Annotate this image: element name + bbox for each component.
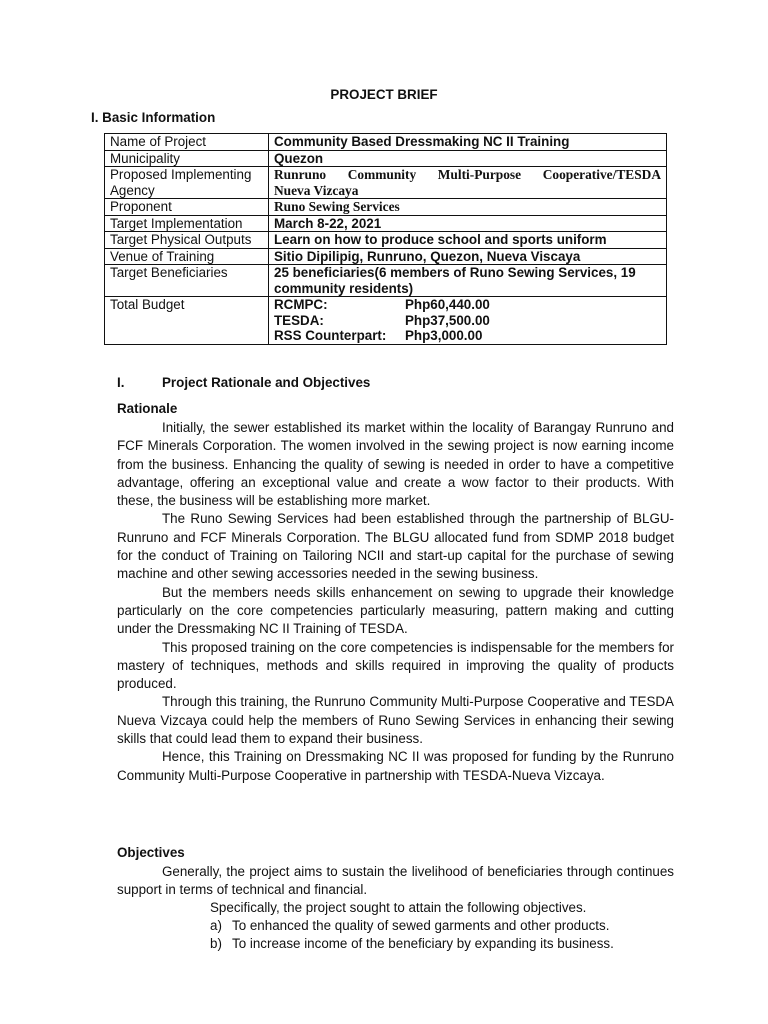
basic-info-table xyxy=(104,133,667,345)
table-row xyxy=(105,265,667,297)
row-value: Community Based Dressmaking NC II Training xyxy=(269,134,667,151)
row-label: Total Budget xyxy=(105,297,269,345)
budget-amount: Php60,440.00 xyxy=(405,297,490,312)
budget-amount: Php37,500.00 xyxy=(405,312,490,328)
table-row xyxy=(105,297,667,345)
list-text: To increase income of the beneficiary by expanding its business. xyxy=(232,936,614,952)
agency-line-1: Runruno Community Multi-Purpose Cooperative/TESDA xyxy=(274,167,661,182)
row-label: Target Physical Outputs xyxy=(105,232,269,249)
paragraph: Hence, this Training on Dressmaking NC II was proposed for funding by the Runruno Community Multi-Purpose Cooperative in partnership with TESDA-Nueva Vizcaya. xyxy=(117,749,674,783)
section-number: I. xyxy=(117,375,125,390)
budget-source: RCMPC: xyxy=(274,297,328,312)
row-label: Venue of Training xyxy=(105,248,269,265)
table-row xyxy=(105,248,667,265)
row-value: 25 beneficiaries(6 members of Runo Sewing Services, 19 community residents) xyxy=(269,265,667,297)
document-title: PROJECT BRIEF xyxy=(330,87,438,102)
row-value: Runo Sewing Services xyxy=(269,199,667,216)
objectives-general xyxy=(117,863,674,900)
rationale-section-heading xyxy=(117,375,370,390)
row-label: Municipality xyxy=(105,150,269,167)
paragraph: Generally, the project aims to sustain the livelihood of beneficiaries through continues support in terms of technical and financial. xyxy=(117,864,674,898)
list-marker: a) xyxy=(210,918,222,933)
budget-line xyxy=(274,328,661,344)
table-row xyxy=(105,232,667,249)
section-title: Project Rationale and Objectives xyxy=(162,375,371,390)
budget-source: TESDA: xyxy=(274,312,324,328)
list-item xyxy=(210,917,614,935)
list-text: To enhanced the quality of sewed garments and other products. xyxy=(232,918,610,933)
row-value: Learn on how to produce school and sports uniform xyxy=(269,232,667,249)
row-label: Name of Project xyxy=(105,134,269,151)
row-value: Quezon xyxy=(269,150,667,167)
table-row xyxy=(105,150,667,167)
row-label: Proposed Implementing Agency xyxy=(105,167,269,199)
rationale-body xyxy=(117,419,674,785)
paragraph: But the members needs skills enhancement on sewing to upgrade their knowledge particularly on the core competencies particularly measuring, pattern making and cutting under the Dressmaking NC II Training of TESDA. xyxy=(117,584,674,637)
basic-info-heading: I. Basic Information xyxy=(91,110,216,125)
list-marker: b) xyxy=(210,936,222,952)
row-value: March 8-22, 2021 xyxy=(269,215,667,232)
paragraph: Through this training, the Runruno Community Multi-Purpose Cooperative and TESDA Nueva Vizcaya could help the members of Runo Sewing Services in enhancing their sewing skills that could lead them to expand their business. xyxy=(117,694,674,747)
row-label: Target Implementation xyxy=(105,215,269,232)
row-value: Sitio Dipilipig, Runruno, Quezon, Nueva Viscaya xyxy=(269,248,667,265)
table-row xyxy=(105,199,667,216)
objectives-intro: Specifically, the project sought to attain the following objectives. xyxy=(210,900,587,915)
table-row xyxy=(105,215,667,232)
budget-source: RSS Counterpart: xyxy=(274,328,387,343)
objectives-heading: Objectives xyxy=(117,845,185,860)
budget-line xyxy=(274,297,661,313)
agency-line-2: Nueva Vizcaya xyxy=(274,182,359,198)
paragraph: Initially, the sewer established its market within the locality of Barangay Runruno and FCF Minerals Corporation. The women involved in the sewing project is now earning income from the business. Enhancing the quality of sewing is needed in order to have a competitive advantage, offering an exceptional value and create a wow factor to their products. With these, the business will be establishing more market. xyxy=(117,420,674,509)
budget-cell xyxy=(269,297,667,345)
row-label: Target Beneficiaries xyxy=(105,265,269,297)
paragraph: This proposed training on the core competencies is indispensable for the members for mastery of techniques, methods and skills required in improving the quality of products produced. xyxy=(117,639,674,692)
row-value xyxy=(269,167,667,199)
table-row xyxy=(105,134,667,151)
paragraph: The Runo Sewing Services had been established through the partnership of BLGU-Runruno and FCF Minerals Corporation. The BLGU allocated fund from SDMP 2018 budget for the conduct of Training on Tailoring NCII and start-up capital for the purchase of sewing machine and other sewing accessories needed in the sewing business. xyxy=(117,511,674,582)
row-label: Proponent xyxy=(105,199,269,216)
table-row xyxy=(105,167,667,199)
rationale-heading: Rationale xyxy=(117,401,178,416)
budget-amount: Php3,000.00 xyxy=(405,328,483,343)
objectives-list xyxy=(210,917,614,954)
list-item xyxy=(210,935,614,953)
budget-line xyxy=(274,313,661,329)
